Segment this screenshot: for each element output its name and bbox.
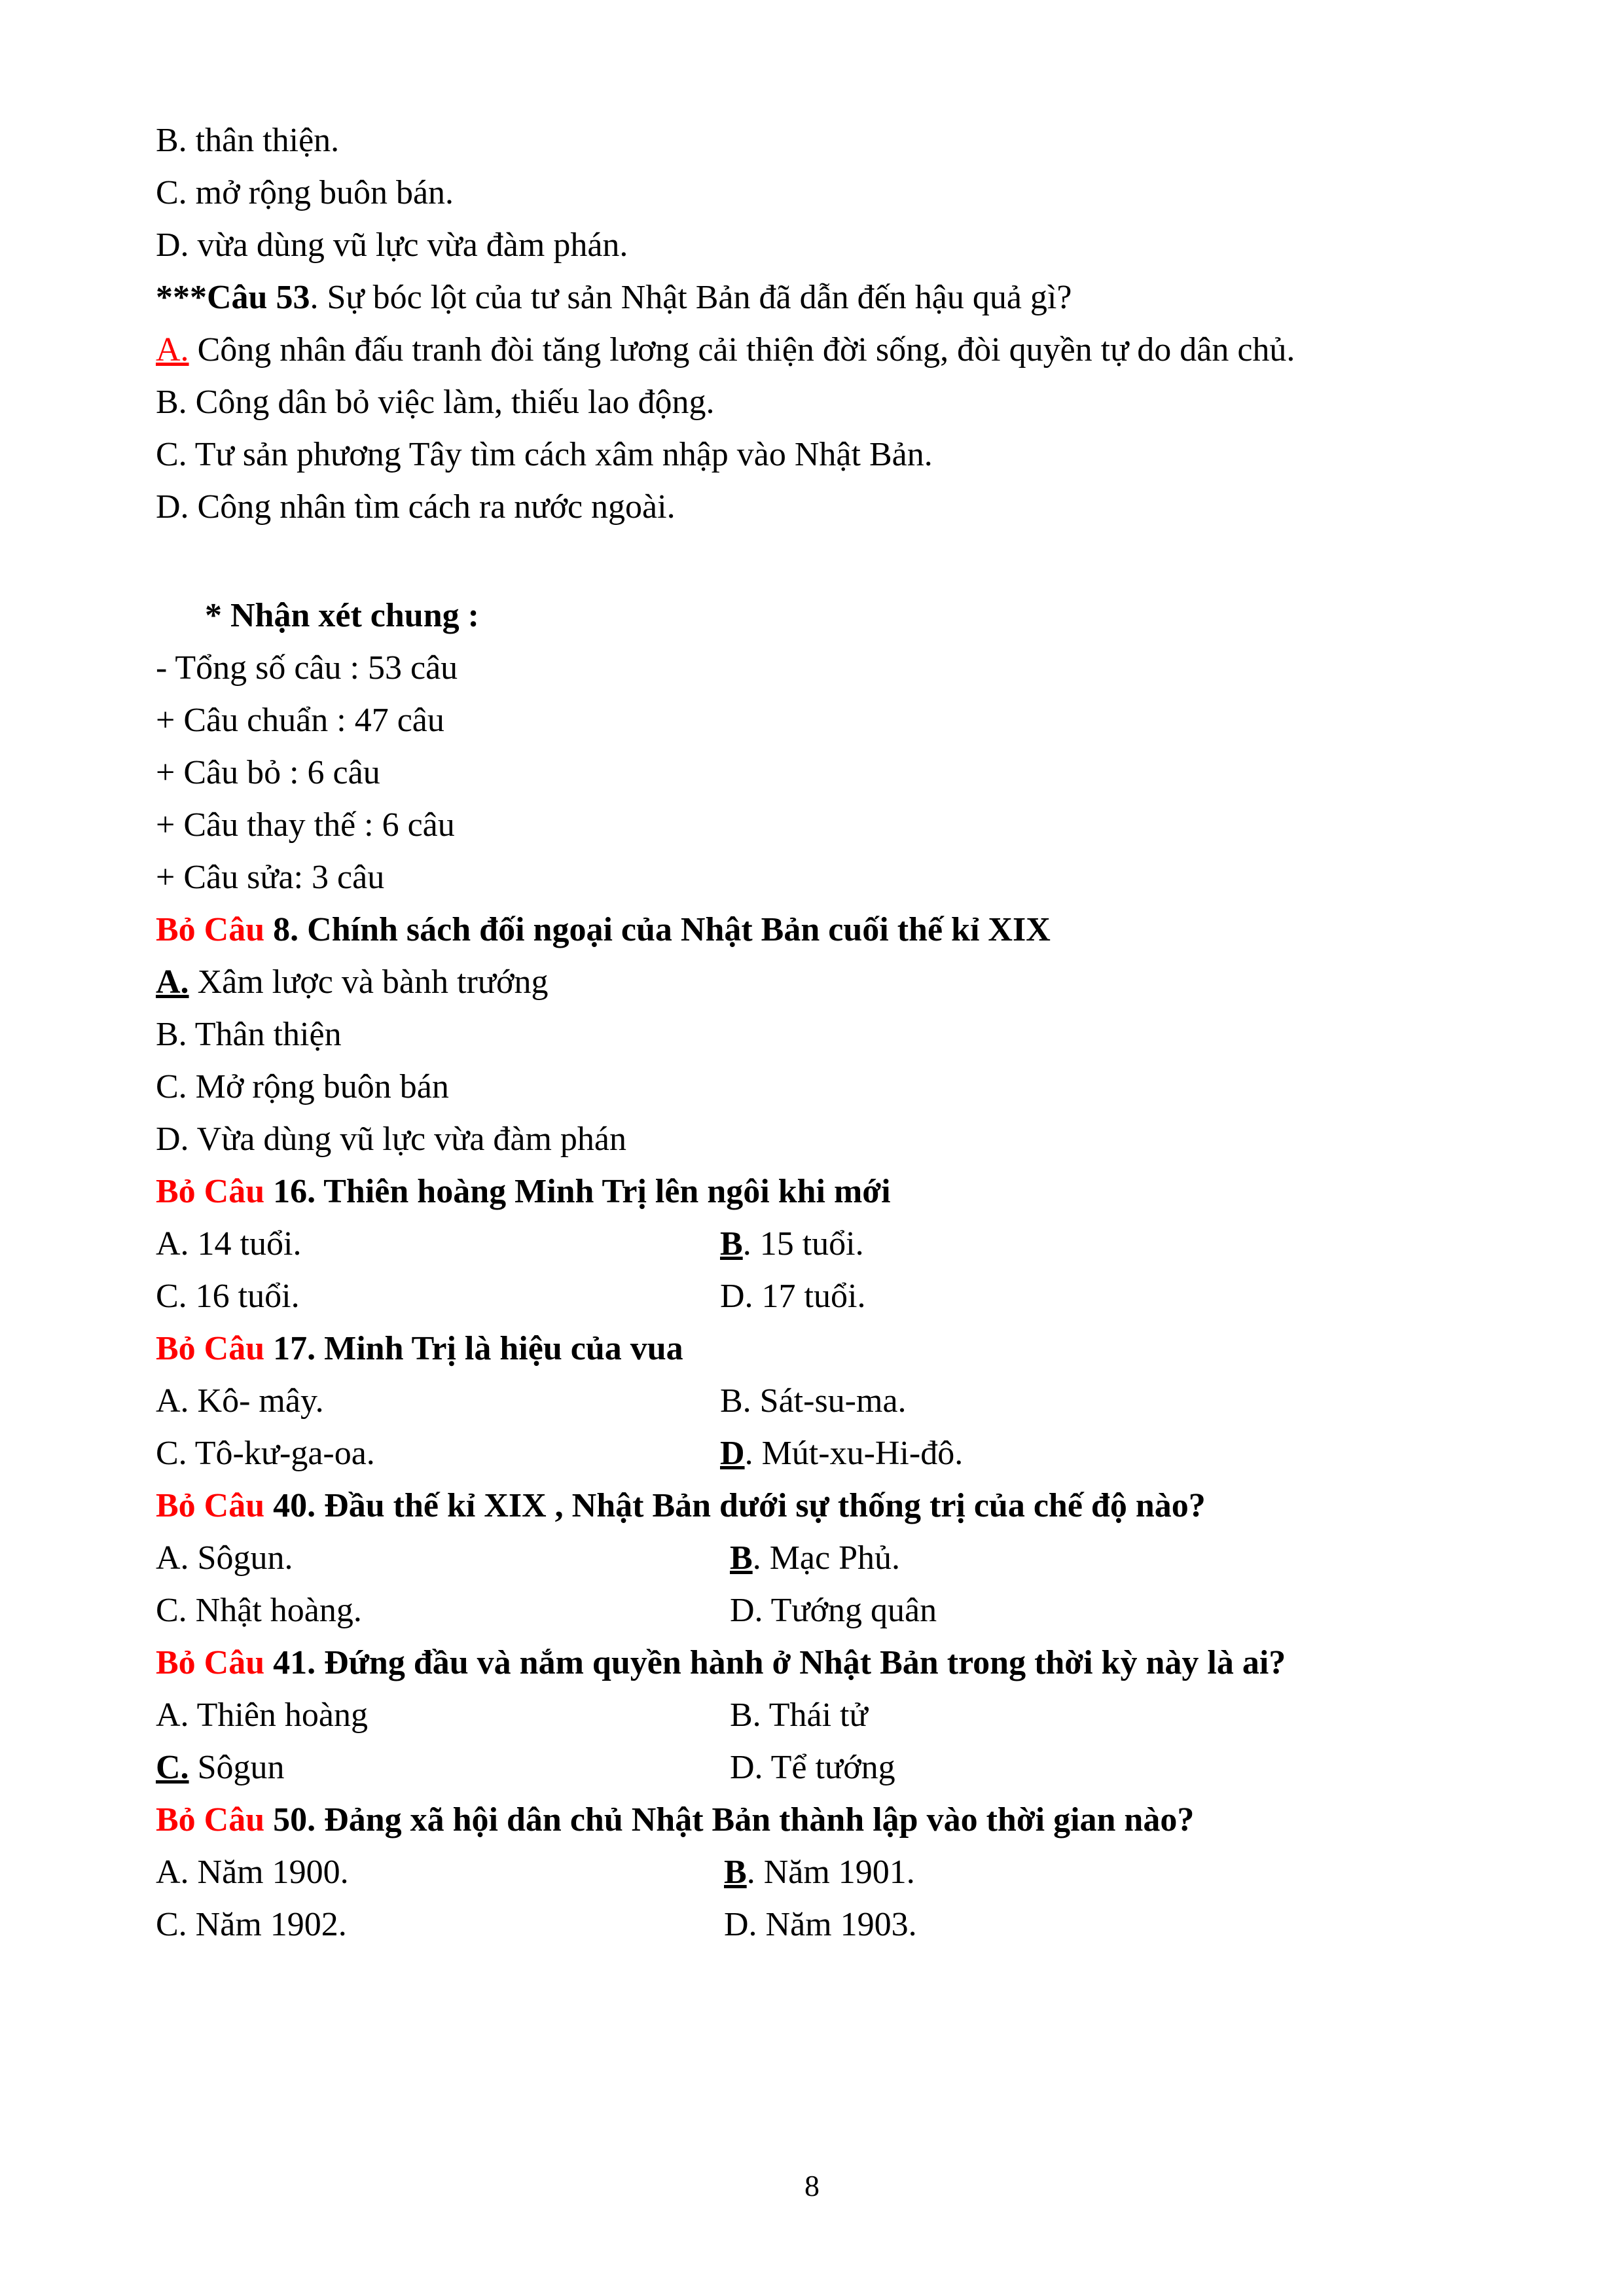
- question-number: 50: [264, 1801, 308, 1839]
- q17-option-c: C. Tô-kư-ga-oa.: [156, 1435, 375, 1472]
- answer-letter: B: [724, 1854, 747, 1891]
- q40-options-row-2: [156, 1585, 1471, 1637]
- spacer: [156, 533, 1471, 590]
- question-text: . Thiên hoàng Minh Trị lên ngôi khi mới: [307, 1173, 891, 1210]
- q8-option-b: B. Thân thiện: [156, 1016, 342, 1053]
- q50-option-a: A. Năm 1900.: [156, 1854, 349, 1891]
- q40-option-b: [730, 1532, 900, 1585]
- drop-label: Bỏ Câu: [156, 1801, 265, 1839]
- q8-option-a: [156, 956, 1471, 1009]
- q40-option-a: A. Sôgun.: [156, 1539, 293, 1577]
- option-text: . 15 tuổi.: [742, 1225, 864, 1263]
- option-text: . Mạc Phủ.: [752, 1539, 901, 1577]
- q17-options-row-2: [156, 1427, 1471, 1480]
- q50-option-d: D. Năm 1903.: [724, 1906, 917, 1943]
- document-body: [156, 115, 1471, 1951]
- q41-option-b: B. Thái tử: [730, 1696, 868, 1734]
- option-d-prev: D. vừa dùng vũ lực vừa đàm phán.: [156, 226, 628, 264]
- question-53: [156, 272, 1471, 324]
- q8-option-d: D. Vừa dùng vũ lực vừa đàm phán: [156, 1121, 627, 1158]
- q50-option-c: C. Năm 1902.: [156, 1906, 347, 1943]
- summary-dropped: + Câu bỏ : 6 câu: [156, 754, 380, 791]
- question-53-option-d: D. Công nhân tìm cách ra nước ngoài.: [156, 488, 676, 526]
- question-53-option-c: C. Tư sản phương Tây tìm cách xâm nhập vào Nhật Bản.: [156, 436, 933, 473]
- q41-options-row-1: [156, 1689, 1471, 1742]
- q17-option-b: B. Sát-su-ma.: [720, 1382, 907, 1420]
- question-text: . Minh Trị là hiệu của vua: [307, 1330, 683, 1367]
- removed-question-50: [156, 1794, 1471, 1846]
- q50-options-row-1: [156, 1846, 1471, 1899]
- answer-letter: A.: [156, 331, 189, 368]
- removed-question-16: [156, 1166, 1471, 1218]
- question-number: 16: [264, 1173, 308, 1210]
- q41-option-a: A. Thiên hoàng: [156, 1696, 368, 1734]
- q40-option-c: C. Nhật hoàng.: [156, 1592, 362, 1629]
- question-number: 8: [264, 911, 291, 948]
- q17-option-a: A. Kô- mây.: [156, 1382, 324, 1420]
- q16-option-c: C. 16 tuổi.: [156, 1278, 300, 1315]
- q41-option-d: D. Tể tướng: [730, 1749, 895, 1786]
- summary-edited: + Câu sửa: 3 câu: [156, 859, 385, 896]
- q16-option-b: [720, 1218, 864, 1270]
- summary-standard: + Câu chuẩn : 47 câu: [156, 702, 444, 739]
- question-53-number: ***Câu 53: [156, 279, 310, 316]
- answer-letter: C.: [156, 1749, 189, 1786]
- q17-option-d: [720, 1427, 963, 1480]
- answer-letter: D: [720, 1435, 745, 1472]
- page-number: 8: [804, 2169, 820, 2202]
- question-text: . Đứng đầu và nắm quyền hành ở Nhật Bản trong thời kỳ này là ai?: [307, 1644, 1286, 1681]
- question-number: 41: [264, 1644, 308, 1681]
- drop-label: Bỏ Câu: [156, 1330, 265, 1367]
- removed-question-8: [156, 904, 1471, 956]
- summary-total: - Tổng số câu : 53 câu: [156, 649, 458, 687]
- q50-option-b: [724, 1846, 915, 1899]
- summary-heading: * Nhận xét chung :: [205, 597, 479, 634]
- q41-option-c: [156, 1749, 284, 1786]
- q40-option-d: D. Tướng quân: [730, 1592, 937, 1629]
- drop-label: Bỏ Câu: [156, 1173, 265, 1210]
- option-c-prev: C. mở rộng buôn bán.: [156, 174, 454, 211]
- question-53-option-b: B. Công dân bỏ việc làm, thiếu lao động.: [156, 384, 715, 421]
- option-text: Công nhân đấu tranh đòi tăng lương cải thiện đời sống, đòi quyền tự do dân chủ.: [189, 331, 1295, 368]
- option-b-prev: B. thân thiện.: [156, 122, 340, 159]
- q16-option-a: A. 14 tuổi.: [156, 1225, 302, 1263]
- q41-options-row-2: [156, 1742, 1471, 1794]
- drop-label: Bỏ Câu: [156, 911, 265, 948]
- q40-options-row-1: [156, 1532, 1471, 1585]
- summary-replaced: + Câu thay thế : 6 câu: [156, 806, 455, 844]
- answer-letter: B: [730, 1539, 753, 1577]
- q16-option-d: D. 17 tuổi.: [720, 1278, 866, 1315]
- q8-option-c: C. Mở rộng buôn bán: [156, 1068, 449, 1105]
- q17-options-row-1: [156, 1375, 1471, 1427]
- question-number: 17: [264, 1330, 308, 1367]
- question-53-text: . Sự bóc lột của tư sản Nhật Bản đã dẫn đến hậu quả gì?: [310, 279, 1072, 316]
- option-text: . Năm 1901.: [746, 1854, 915, 1891]
- q50-options-row-2: [156, 1899, 1471, 1951]
- option-text: Xâm lược và bành trướng: [189, 963, 549, 1001]
- q16-options-row-1: [156, 1218, 1471, 1270]
- removed-question-17: [156, 1323, 1471, 1375]
- question-text: . Đầu thế kỉ XIX , Nhật Bản dưới sự thống trị của chế độ nào?: [307, 1487, 1206, 1524]
- option-text: Sôgun: [189, 1749, 285, 1786]
- question-53-option-a: [156, 324, 1471, 376]
- question-text: . Chính sách đối ngoại của Nhật Bản cuối thế kỉ XIX: [290, 911, 1051, 948]
- question-number: 40: [264, 1487, 308, 1524]
- question-text: . Đảng xã hội dân chủ Nhật Bản thành lập vào thời gian nào?: [307, 1801, 1195, 1839]
- option-text: . Mút-xu-Hi-đô.: [744, 1435, 964, 1472]
- drop-label: Bỏ Câu: [156, 1644, 265, 1681]
- answer-letter: A.: [156, 963, 189, 1001]
- drop-label: Bỏ Câu: [156, 1487, 265, 1524]
- removed-question-41: [156, 1637, 1471, 1689]
- q16-options-row-2: [156, 1270, 1471, 1323]
- removed-question-40: [156, 1480, 1471, 1532]
- answer-letter: B: [720, 1225, 743, 1263]
